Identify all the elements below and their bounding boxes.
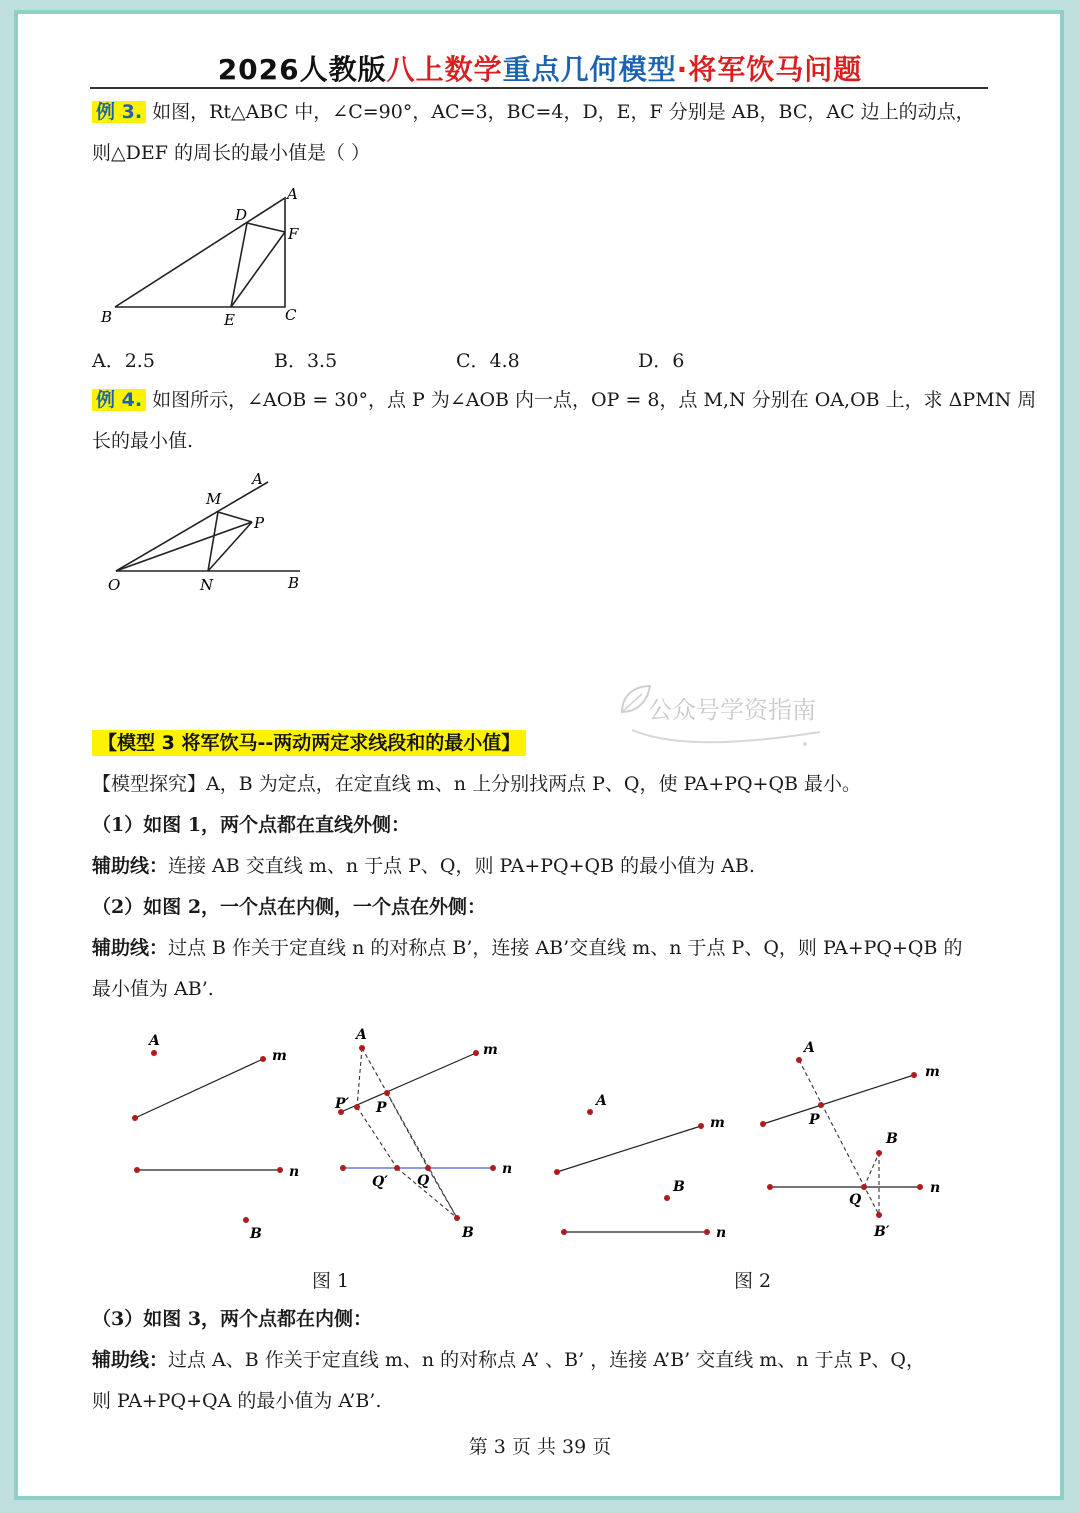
label-B: B xyxy=(288,574,300,592)
example3-figure xyxy=(95,180,315,330)
f2r-label-n: n xyxy=(930,1180,941,1196)
f1-label-n: n xyxy=(289,1164,300,1180)
f2-label-B: B xyxy=(673,1179,685,1195)
case3-aux: 辅助线：过点 A、B 作关于定直线 m、n 的对称点 A’ 、B’ ，连接 A’B’ 交直线 m、n 于点 P、Q， xyxy=(92,1349,925,1371)
label-E: E xyxy=(224,311,235,329)
label-M: M xyxy=(206,490,222,508)
label-A: A xyxy=(287,185,298,203)
example4-tag: 例 4. xyxy=(92,389,146,411)
f1r-label-A: A xyxy=(356,1027,367,1043)
figure-2-caption: 图 2 xyxy=(734,1270,772,1292)
label-F: F xyxy=(288,225,299,243)
label-N: N xyxy=(200,576,214,594)
watermark: 公众号学资指南 xyxy=(648,696,816,724)
f2r-label-P: P xyxy=(809,1112,820,1128)
example3-line2: 则△DEF 的周长的最小值是（ ） xyxy=(92,142,370,164)
f1r-label-Qprime: Q′ xyxy=(372,1174,388,1190)
option-c: C．4.8 xyxy=(456,350,520,372)
f2r-label-Q: Q xyxy=(849,1192,862,1208)
page-footer: 第 3 页 共 39 页 xyxy=(468,1436,612,1458)
f1-label-m: m xyxy=(272,1048,287,1064)
f2-label-A: A xyxy=(596,1093,607,1109)
title-rule xyxy=(90,87,988,89)
case2-aux-2: 最小值为 AB’. xyxy=(92,978,214,1000)
case3-title: （3）如图 3，两个点都在内侧： xyxy=(92,1308,373,1330)
model3-explore: 【模型探究】A，B 为定点，在定直线 m、n 上分别找两点 P、Q，使 PA+PQ+QB 最小。 xyxy=(92,773,862,795)
option-d: D．6 xyxy=(638,350,685,372)
f1r-label-m: m xyxy=(483,1042,498,1058)
points xyxy=(132,1045,923,1235)
label-C: C xyxy=(285,306,297,324)
example4-figure xyxy=(100,462,320,597)
model3-figures xyxy=(0,1020,1080,1250)
case3-aux-2: 则 PA+PQ+QA 的最小值为 A’B’. xyxy=(92,1390,382,1412)
f1r-label-P: P xyxy=(376,1100,387,1116)
f1r-label-Pprime: P′ xyxy=(335,1096,350,1112)
case2-title: （2）如图 2，一个点在内侧，一个点在外侧： xyxy=(92,896,487,918)
f1r-label-Q: Q xyxy=(417,1173,430,1189)
page-title: 2026人教版八上数学重点几何模型·将军饮马问题 xyxy=(217,53,863,86)
example4-line2: 长的最小值. xyxy=(92,430,194,452)
f1r-label-n: n xyxy=(502,1161,513,1177)
case1-title: （1）如图 1，两个点都在直线外侧： xyxy=(92,814,411,836)
case1-aux: 辅助线：连接 AB 交直线 m、n 于点 P、Q，则 PA+PQ+QB 的最小值为 AB. xyxy=(92,855,755,877)
f1-label-A: A xyxy=(149,1033,160,1049)
figure-1-caption: 图 1 xyxy=(312,1270,350,1292)
case2-aux: 辅助线：过点 B 作关于定直线 n 的对称点 B’，连接 AB’交直线 m、n 于点 P、Q，则 PA+PQ+QB 的 xyxy=(92,937,963,959)
example3-tag: 例 3. xyxy=(92,101,146,123)
label-O: O xyxy=(108,576,121,594)
f2-label-m: m xyxy=(710,1115,725,1131)
f2r-label-A: A xyxy=(804,1040,815,1056)
f2r-label-B: B xyxy=(886,1131,898,1147)
label-P: P xyxy=(254,514,265,532)
label-B: B xyxy=(101,308,113,326)
f1-label-B: B xyxy=(250,1226,262,1242)
f1r-label-B: B xyxy=(462,1225,474,1241)
option-b: B．3.5 xyxy=(274,350,338,372)
f2r-label-m: m xyxy=(925,1064,940,1080)
f2r-label-Bprime: B′ xyxy=(874,1224,890,1240)
model3-heading: 【模型 3 将军饮马--两动两定求线段和的最小值】 xyxy=(92,730,526,756)
label-D: D xyxy=(235,206,248,224)
watermark-wave xyxy=(630,720,830,750)
f2-label-n: n xyxy=(716,1225,727,1241)
example4-line1: 例 4. 如图所示，∠AOB = 30°，点 P 为∠AOB 内一点，OP = 8，点 M,N 分别在 OA,OB 上，求 ΔPMN 周 xyxy=(92,387,1036,413)
option-a: A．2.5 xyxy=(92,350,155,372)
label-A: A xyxy=(252,470,263,488)
example3-line1: 例 3. 如图，Rt△ABC 中，∠C=90°，AC=3，BC=4，D，E，F 分别是 AB，BC，AC 边上的动点， xyxy=(92,99,975,125)
